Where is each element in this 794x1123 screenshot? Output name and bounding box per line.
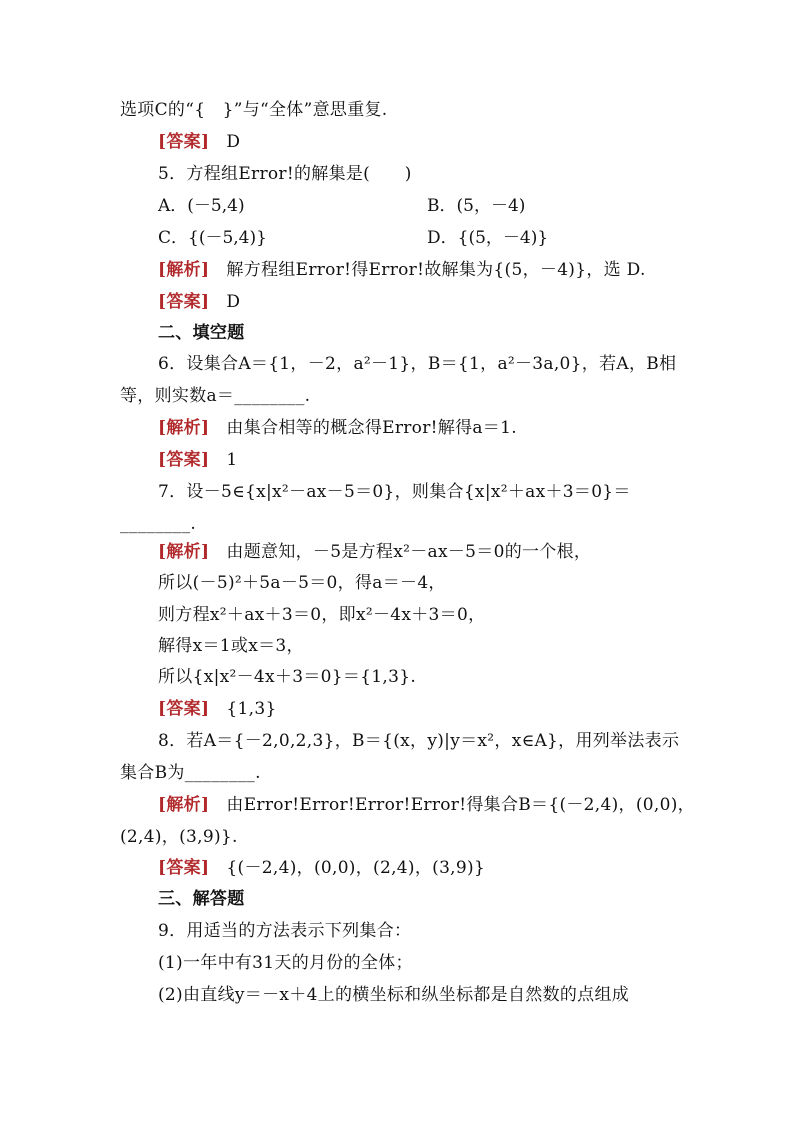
text-line: 则方程x²＋ax＋3＝0，即x²－4x＋3＝0， [158,605,486,625]
text-line: 解得x＝1或x＝3， [158,636,304,656]
answer-text: D [226,292,241,312]
analysis-text: 由集合相等的概念得Error!解得a＝1. [226,418,517,438]
question-5: 5．方程组Error!的解集是( ) [158,164,412,184]
option-c: C．{(－5,4)} [158,228,267,248]
answer-line [158,697,277,721]
text-line: (1)一年中有31天的月份的全体； [158,953,413,973]
text-line: 选项C的“{ }”与“全体”意思重复. [120,100,388,120]
analysis-tag: [解析] [158,418,210,438]
text-line: 所以{x|x²－4x＋3＝0}＝{1,3}. [158,667,417,687]
answer-text: 1 [226,450,238,470]
question-6: 6．设集合A＝{1，－2，a²－1}，B＝{1，a²－3a,0}，若A，B相 [158,354,677,374]
analysis-text: 解方程组Error!得Error!故解集为{(5，－4)}，选 D. [226,260,646,280]
text-line: 所以(－5)²＋5a－5＝0，得a＝－4， [158,573,446,593]
text-line: ________. [120,514,197,534]
analysis-text: 由Error!Error!Error!Error!得集合B＝{(－2,4)，(0,0)， [226,795,695,815]
text-line: (2,4)，(3,9)}. [120,827,238,847]
text-line: 集合B为________. [120,763,261,783]
section-heading: 二、填空题 [158,323,245,343]
text-line: 等，则实数a＝________. [120,386,311,406]
answer-line [158,130,240,154]
analysis-line [158,416,517,440]
section-heading: 三、解答题 [158,889,245,909]
question-9: 9．用适当的方法表示下列集合： [158,921,412,941]
option-d: D．{(5，－4)} [427,228,549,248]
analysis-tag: [解析] [158,795,210,815]
text-line: (2)由直线y＝－x＋4上的横坐标和纵坐标都是自然数的点组成 [158,985,630,1005]
answer-line [158,448,238,472]
answer-tag: [答案] [158,132,210,152]
answer-text: {(－2,4)，(0,0)，(2,4)，(3,9)} [226,858,486,878]
analysis-line [158,540,591,564]
option-b: B．(5，－4) [427,196,526,216]
answer-tag: [答案] [158,292,210,312]
analysis-text: 由题意知，－5是方程x²－ax－5＝0的一个根， [226,542,592,562]
question-7: 7．设－5∈{x|x²－ax－5＝0}，则集合{x|x²＋ax＋3＝0}＝ [158,482,631,502]
answer-tag: [答案] [158,858,210,878]
answer-tag: [答案] [158,699,210,719]
analysis-tag: [解析] [158,542,210,562]
analysis-line [158,258,646,282]
option-a: A．(－5,4) [158,196,245,216]
question-8: 8．若A＝{－2,0,2,3}，B＝{(x，y)|y＝x²，x∈A}，用列举法表示 [158,731,680,751]
answer-text: {1,3} [226,699,277,719]
analysis-tag: [解析] [158,260,210,280]
answer-line [158,290,240,314]
analysis-line [158,793,695,817]
answer-tag: [答案] [158,450,210,470]
answer-text: D [226,132,241,152]
answer-line [158,856,485,880]
